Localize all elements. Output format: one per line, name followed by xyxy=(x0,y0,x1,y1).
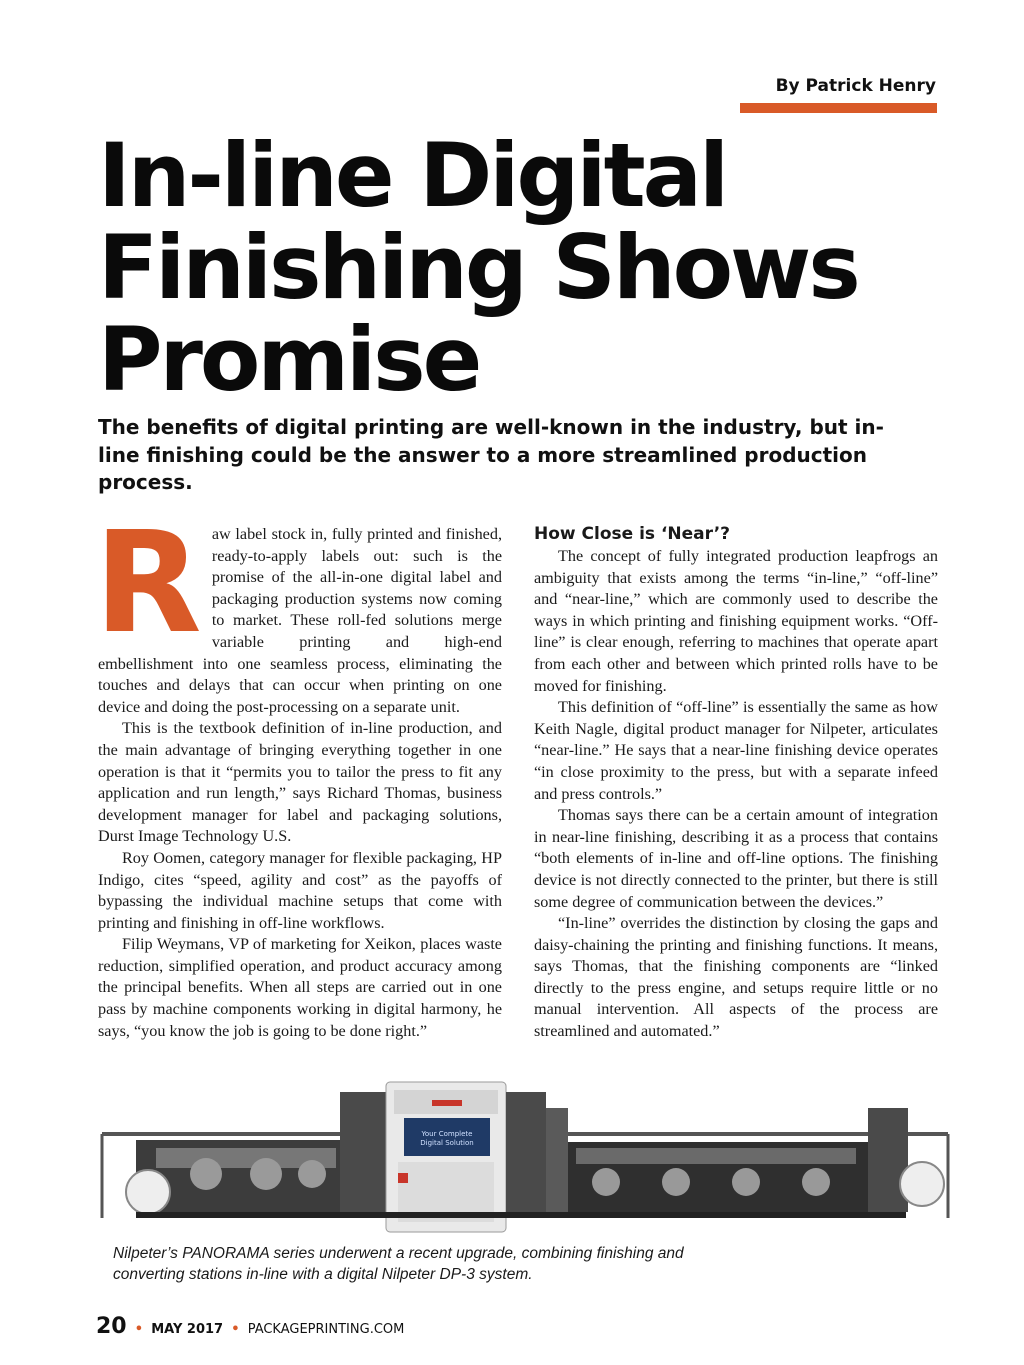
deck: The benefits of digital printing are well-known in the industry, but in-line finishing could be the answer to a more streamlined production process. xyxy=(98,415,884,494)
paragraph: aw label stock in, fully printed and finished, ready-to-apply labels out: such is the promise of the all-in-one digital label and packaging production systems now coming to market. These roll-fed solutions merge variable printing and high-end embellishment into one seamless process, eliminating the touches and delays that can occur when printing on one device and doing the post-processing on a separate unit. xyxy=(98,525,502,716)
drop-cap: R xyxy=(94,502,202,665)
byline-rule xyxy=(740,103,937,113)
page-number: 20 xyxy=(96,1314,127,1339)
paragraph: This is the textbook definition of in-line production, and the main advantage of bringing everything together in one operation is that it “permits you to tailor the press to fit any application and run length,” says Richard Thomas, business development manager for label and packaging solutions, Durst Image Technology U.S. xyxy=(98,719,502,846)
right-column xyxy=(534,524,938,1043)
screen-text: Digital Solution xyxy=(420,1139,474,1147)
website: PACKAGEPRINTING.COM xyxy=(247,1322,405,1337)
separator: • xyxy=(231,1322,240,1337)
section-subhead: How Close is ‘Near’? xyxy=(534,524,731,544)
printing-press-illustration xyxy=(96,1078,954,1238)
page-footer xyxy=(96,1314,404,1339)
paragraph: Thomas says there can be a certain amount of integration in near-line finishing, describing it as a process that contains “both elements of in-line and off-line options. The finishing device is not directly connected to the printer, but there is still some degree of communication between the devices.” xyxy=(534,806,938,911)
separator: • xyxy=(134,1322,144,1337)
issue-date: MAY 2017 xyxy=(151,1322,224,1337)
press-photo xyxy=(96,1078,954,1238)
paragraph: This definition of “off-line” is essentially the same as how Keith Nagle, digital product manager for Nilpeter, articulates “near-line.” He says that a near-line finishing device operates “in close proximity to the press, but with a separate infeed and press controls.” xyxy=(534,698,938,803)
paragraph: “In-line” overrides the distinction by closing the gaps and daisy-chaining the printing and finishing functions. It means, says Thomas, that the finishing components are “linked directly to the press engine, and setups require little or no manual intervention. All aspects of the process are streamlined and automated.” xyxy=(534,914,938,1041)
left-column xyxy=(94,502,502,1042)
screen-text: Your Complete xyxy=(421,1130,473,1138)
photo-caption: Nilpeter’s PANORAMA series underwent a recent upgrade, combining finishing and converting stations in-line with a digital Nilpeter DP-3 system. xyxy=(113,1245,684,1283)
byline: By Patrick Henry xyxy=(775,76,936,96)
headline: In-line Digital Finishing Shows Promise xyxy=(98,124,858,411)
paragraph: Roy Oomen, category manager for flexible packaging, HP Indigo, cites “speed, agility and cost” as the payoffs of bypassing the individual machine setups that come with printing and finishing in off-line workflows. xyxy=(98,848,502,932)
paragraph: Filip Weymans, VP of marketing for Xeikon, places waste reduction, simplified operation, and product accuracy among the principal benefits. When all steps are carried out in one pass by machine components working in digital harmony, he says, “you know the job is going to be done right.” xyxy=(98,935,502,1040)
paragraph: The concept of fully integrated production leapfrogs an ambiguity that exists among the terms “in-line,” “off-line” and “near-line,” which are commonly used to describe the ways in which printing and finishing equipment works. “Off-line” is clear enough, referring to machines that operate apart from each other and between which printed rolls have to be moved for finishing. xyxy=(534,547,938,695)
